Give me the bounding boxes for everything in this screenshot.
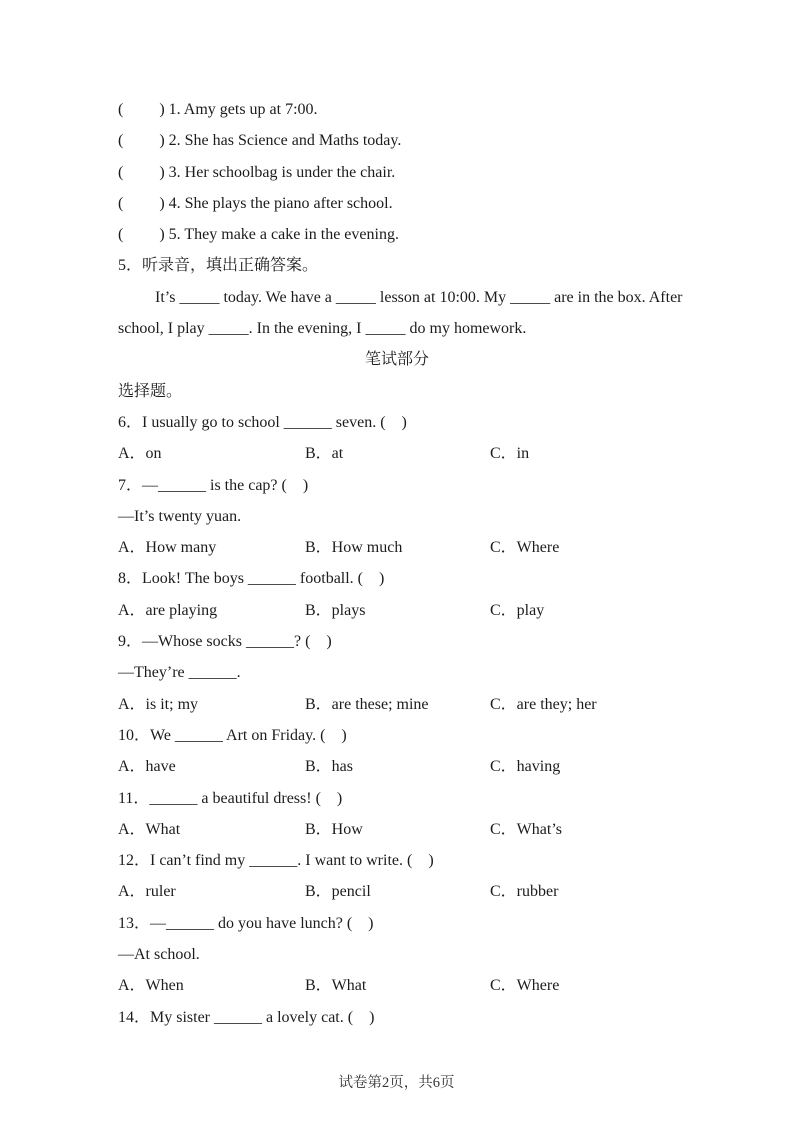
cloze-passage-line-1: It’s _____ today. We have a _____ lesson at 10:00. My _____ are in the box. After xyxy=(155,288,683,306)
question-13-option-c: C．Where xyxy=(490,977,560,995)
question-6-stem: 6．I usually go to school ______ seven. ( ) xyxy=(118,413,407,431)
question-7-stem: 7．—______ is the cap? ( ) xyxy=(118,476,309,494)
question-7-options xyxy=(118,532,676,563)
question-6-option-c: C．in xyxy=(490,445,530,463)
question-11-stem: 11．______ a beautiful dress! ( ) xyxy=(118,789,343,807)
question-9-options xyxy=(118,689,676,720)
question-9-reply: —They’re ______. xyxy=(118,664,241,682)
question-11-option-c: C．What’s xyxy=(490,820,562,838)
question-8-option-a: A．are playing xyxy=(118,601,218,619)
question-13-option-b: B．What xyxy=(305,977,367,995)
question-7-option-c: C．Where xyxy=(490,539,560,557)
question-8-option-b: B．plays xyxy=(305,601,366,619)
question-12-option-c: C．rubber xyxy=(490,883,559,901)
question-6-options xyxy=(118,438,676,469)
multiple-choice-subtitle: 选择题。 xyxy=(118,382,183,400)
cloze-passage-line-2: school, I play _____. In the evening, I _____ do my homework. xyxy=(118,320,527,338)
question-13-reply: —At school. xyxy=(118,946,200,964)
question-7-option-b: B．How much xyxy=(305,539,403,557)
question-7-reply: —It’s twenty yuan. xyxy=(118,507,242,525)
question-13-stem: 13．—______ do you have lunch? ( ) xyxy=(118,914,374,932)
question-11-option-a: A．What xyxy=(118,820,181,838)
question-13-options xyxy=(118,970,676,1001)
question-10-option-b: B．has xyxy=(305,758,354,776)
question-6-option-b: B．at xyxy=(305,445,344,463)
question-12-option-a: A．ruler xyxy=(118,883,176,901)
question-13-option-a: A．When xyxy=(118,977,184,995)
question-6-option-a: A．on xyxy=(118,445,162,463)
exam-page-content xyxy=(118,94,683,1033)
question-10-options xyxy=(118,751,676,782)
question-9-option-a: A．is it; my xyxy=(118,695,199,713)
listening-item-2: ( ) 2. She has Science and Maths today. xyxy=(118,132,402,150)
question-9-option-c: C．are they; her xyxy=(490,695,597,713)
question-10-option-a: A．have xyxy=(118,758,176,776)
question-8-stem: 8．Look! The boys ______ football. ( ) xyxy=(118,570,385,588)
question-12-option-b: B．pencil xyxy=(305,883,371,901)
question-8-options xyxy=(118,595,676,626)
question-9-stem: 9．—Whose socks ______? ( ) xyxy=(118,633,332,651)
question-10-option-c: C．having xyxy=(490,758,561,776)
question-11-option-b: B．How xyxy=(305,820,363,838)
listening-item-3: ( ) 3. Her schoolbag is under the chair. xyxy=(118,163,396,181)
question-12-stem: 12．I can’t find my ______. I want to write. ( ) xyxy=(118,852,434,870)
question-11-options xyxy=(118,814,676,845)
page-footer: 试卷第2页，共6页 xyxy=(338,1075,455,1091)
question-12-options xyxy=(118,876,676,907)
question-10-stem: 10．We ______ Art on Friday. ( ) xyxy=(118,726,347,744)
question-9-option-b: B．are these; mine xyxy=(305,695,429,713)
question-5-heading: 5．听录音，填出正确答案。 xyxy=(118,257,319,275)
listening-item-4: ( ) 4. She plays the piano after school. xyxy=(118,194,393,212)
question-7-option-a: A．How many xyxy=(118,539,217,557)
written-section-title: 笔试部分 xyxy=(364,351,429,369)
question-8-option-c: C．play xyxy=(490,601,545,619)
listening-item-5: ( ) 5. They make a cake in the evening. xyxy=(118,226,399,244)
listening-item-1: ( ) 1. Amy gets up at 7:00. xyxy=(118,101,318,118)
question-14-stem: 14．My sister ______ a lovely cat. ( ) xyxy=(118,1008,375,1026)
